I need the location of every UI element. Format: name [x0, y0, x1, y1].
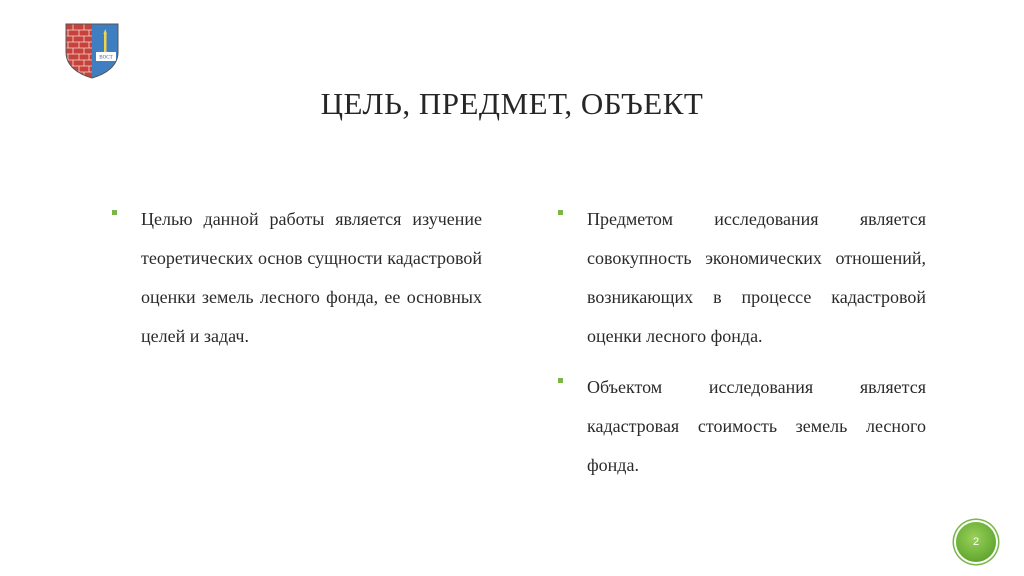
square-bullet-icon [558, 378, 563, 383]
square-bullet-icon [558, 210, 563, 215]
right-column [558, 200, 926, 497]
list-item [558, 200, 926, 356]
goal-text: Целью данной работы является изучение теоретических основ сущности кадастровой оценки земель лесного фонда, ее основных целей и задач. [141, 209, 482, 346]
left-column [112, 200, 482, 368]
subject-text: Предметом исследования является совокупность экономических отношений, возникающих в процессе кадастровой оценки лесного фонда. [587, 209, 926, 346]
object-text: Объектом исследования является кадастровая стоимость земель лесного фонда. [587, 377, 926, 475]
slide-title: ЦЕЛЬ, ПРЕДМЕТ, ОБЪЕКТ [320, 86, 704, 121]
university-coat-of-arms-icon [64, 22, 120, 80]
square-bullet-icon [112, 210, 117, 215]
list-item [558, 368, 926, 485]
list-item [112, 200, 482, 356]
page-number-badge: 2 [956, 522, 996, 562]
logo-banner-text: ВОСТ [99, 55, 113, 61]
